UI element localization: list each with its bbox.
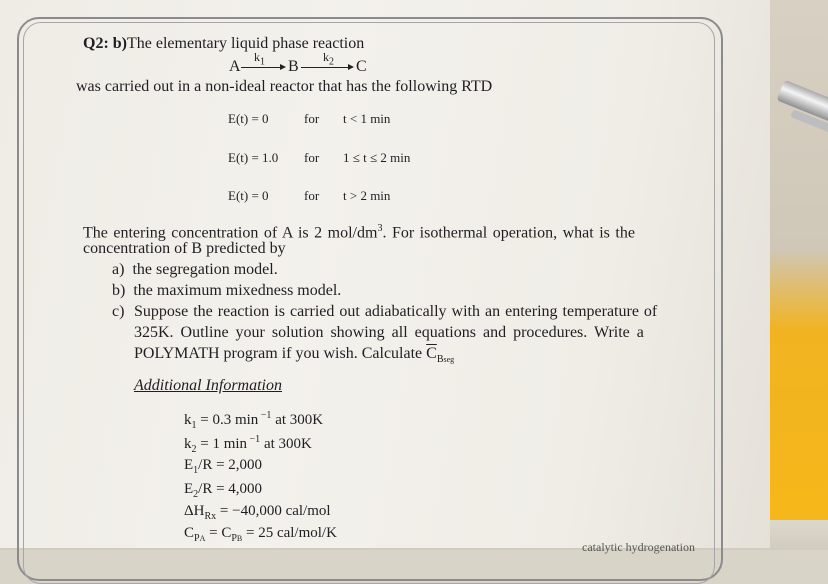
rtd-expr-3: E(t) = 0 xyxy=(228,188,269,203)
param-delta-h: $\Delta H_{Rx} = -40,000$ cal/mol xyxy=(184,503,331,522)
rtd-for-2: for xyxy=(304,150,320,165)
additional-info-heading: Additional Information xyxy=(134,377,282,394)
part-c-line-1: Suppose the reaction is carried out adiabatically with an entering temperature of xyxy=(134,303,658,320)
part-c-line-3: POLYMATH program if you wish. Calculate $\overline{C}_{Bseg}$ xyxy=(134,345,455,366)
rtd-cond-3: t > 2 min xyxy=(343,188,391,203)
param-k2: $k_2 = 1$ min $^{-1}$ at 300K xyxy=(184,434,312,455)
body-line-1: The entering concentration of A is 2 mol/$dm^3$. For isothermal operation, what is the xyxy=(83,223,635,242)
param-e1-r: $E_1/R = 2,000$ xyxy=(184,457,263,476)
arrow-b-to-c xyxy=(301,67,349,68)
param-k1: $k_1 = 0.3$ min $^{-1}$ at 300K xyxy=(184,410,324,431)
species-b: B xyxy=(288,58,299,75)
part-c-line-2: 325K. Outline your solution showing all equations and procedures. Write a xyxy=(134,324,644,341)
param-e2-r: $E_2/R = 4,000$ xyxy=(184,481,263,500)
rtd-for-1: for xyxy=(304,111,320,126)
rtd-cond-1: t < 1 min xyxy=(343,111,391,126)
part-c-label: c) xyxy=(112,303,125,320)
question-title: The elementary liquid phase reaction xyxy=(127,35,365,52)
cutoff-text: catalytic hydrogenation xyxy=(582,540,695,554)
part-b: b) the maximum mixedness model. xyxy=(112,282,342,299)
rtd-expr-1: E(t) = 0 xyxy=(228,111,269,126)
arrow-a-to-b xyxy=(241,67,281,68)
species-c: C xyxy=(356,58,367,75)
question-number: Q2: b) xyxy=(83,35,127,52)
part-a: a) the segregation model. xyxy=(112,261,278,278)
param-heat-capacity: $C_{PA} = C_{PB} = 25$ cal/mol/K xyxy=(184,525,337,544)
rtd-cond-2: 1 ≤ t ≤ 2 min xyxy=(343,150,411,165)
species-a: A xyxy=(229,58,241,75)
body-line-2: concentration of B predicted by xyxy=(83,240,286,257)
rate-constant-k1: $k_1$ xyxy=(254,50,265,68)
arrow-head-2 xyxy=(348,64,354,70)
rate-constant-k2: $k_2$ xyxy=(323,50,334,68)
arrow-head-1 xyxy=(280,64,286,70)
rtd-for-3: for xyxy=(304,188,320,203)
rtd-expr-2: E(t) = 1.0 xyxy=(228,150,279,165)
intro-text: was carried out in a non-ideal reactor that has the following RTD xyxy=(76,78,493,95)
